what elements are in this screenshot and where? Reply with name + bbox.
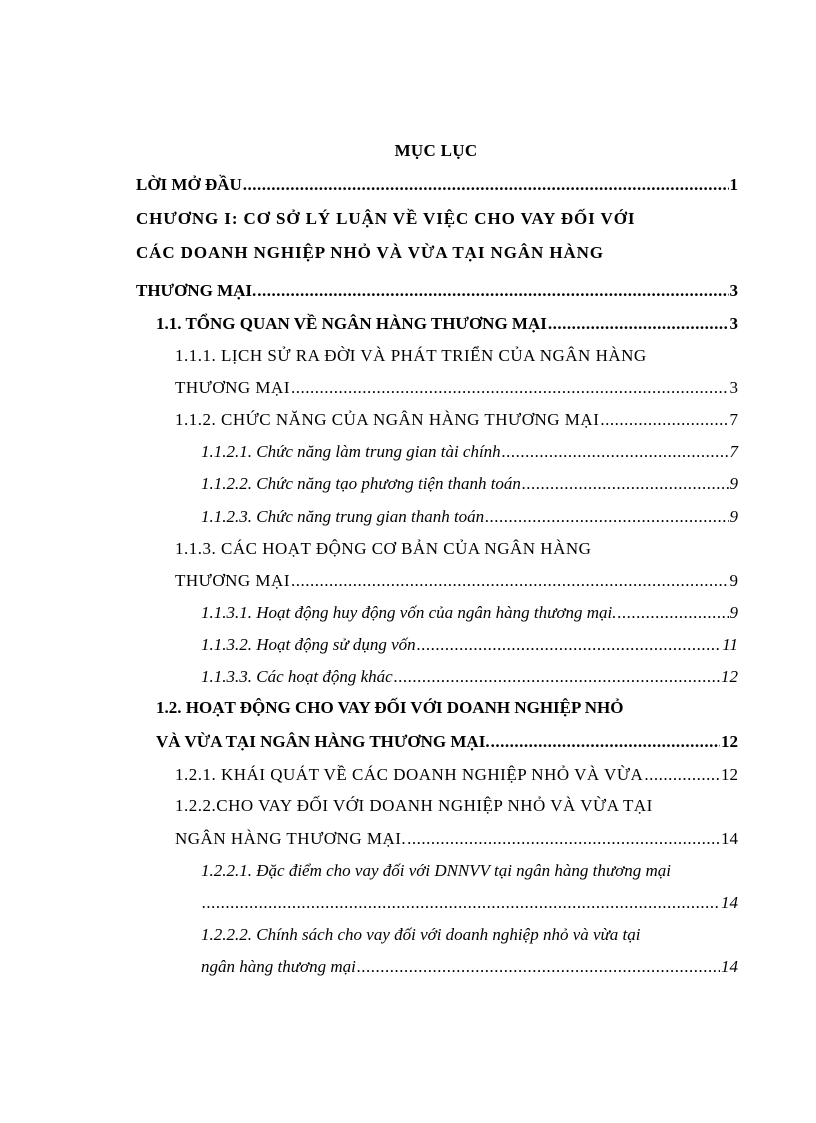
toc-page-number: 11 [722,635,738,654]
toc-entry-text: 1.1.2.1. Chức năng làm trung gian tài chính [201,442,501,461]
toc-leader [291,571,729,591]
toc-entry[interactable] [201,442,738,462]
toc-entry[interactable] [201,893,738,913]
toc-entry[interactable] [175,765,738,785]
toc-entry-text: NGÂN HÀNG THƯƠNG MẠI. [175,829,407,848]
toc-entry-text: LỜI MỞ ĐẦU [136,175,242,194]
toc-page-number: 7 [729,442,738,461]
toc-entry-text: THƯƠNG MẠI [175,571,290,590]
toc-leader [491,732,720,752]
toc-entry[interactable] [136,281,738,301]
toc-entry[interactable] [156,732,738,752]
toc-entry-line[interactable]: 1.2.2.CHO VAY ĐỐI VỚI DOANH NGHIỆP NHỎ VÀ VỪA TẠI [175,796,653,815]
toc-entry[interactable] [201,957,738,977]
toc-page-number: 3 [729,281,738,300]
toc-entry[interactable] [201,667,738,687]
toc-leader [417,635,722,655]
toc-leader [522,474,729,494]
toc-entry-text: 1.1.2.2. Chức năng tạo phương tiện thanh toán [201,474,521,493]
toc-entry[interactable] [175,571,738,591]
toc-entry-text: 1.1.2.3. Chức năng trung gian thanh toán [201,507,485,526]
toc-entry-text: 1.2.1. KHÁI QUÁT VỀ CÁC DOANH NGHIỆP NHỎ VÀ VỪA [175,765,644,784]
toc-page-number: 12 [721,765,738,784]
toc-entry[interactable] [201,507,738,527]
toc-page-number: 14 [721,829,738,848]
toc-entry[interactable] [201,635,738,655]
toc-leader [407,829,720,849]
toc-entry-line[interactable]: 1.1.3. CÁC HOẠT ĐỘNG CƠ BẢN CỦA NGÂN HÀNG [175,539,592,558]
toc-leader [394,667,720,687]
toc-entry-line[interactable]: 1.1.1. LỊCH SỬ RA ĐỜI VÀ PHÁT TRIỂN CỦA NGÂN HÀNG [175,346,647,365]
toc-entry-text: 1.1.3.1. Hoạt động huy động vốn của ngân hàng thương mại. [201,603,617,622]
toc-leader [291,378,729,398]
toc-page-number: 1 [729,175,738,194]
toc-leader [485,507,728,527]
toc-leader [257,281,728,301]
toc-leader [202,893,720,913]
toc-entry-line[interactable]: CHƯƠNG I: CƠ SỞ LÝ LUẬN VỀ VIỆC CHO VAY ĐỐI VỚI [136,209,636,228]
toc-page-number: 14 [721,957,738,976]
toc-entry[interactable] [175,378,738,398]
toc-entry[interactable] [175,829,738,849]
toc-entry[interactable] [201,474,738,494]
toc-leader [617,603,728,623]
toc-page-number: 12 [721,667,738,686]
toc-entry-line[interactable]: 1.2.2.1. Đặc điểm cho vay đối với DNNVV tại ngân hàng thương mại [201,861,671,880]
toc-leader [548,314,729,334]
toc-entry-text: THƯƠNG MẠI. [136,281,257,300]
toc-entry-line[interactable]: CÁC DOANH NGHIỆP NHỎ VÀ VỪA TẠI NGÂN HÀNG [136,243,604,262]
toc-leader [502,442,729,462]
toc-entry-text: 1.1.2. CHỨC NĂNG CỦA NGÂN HÀNG THƯƠNG MẠI [175,410,600,429]
toc-entry-line[interactable]: 1.2.2.2. Chính sách cho vay đối với doanh nghiệp nhỏ và vừa tại [201,925,641,944]
toc-entry-line[interactable]: 1.2. HOẠT ĐỘNG CHO VAY ĐỐI VỚI DOANH NGHIỆP NHỎ [156,698,624,717]
toc-leader [644,765,720,785]
toc-leader [600,410,728,430]
toc-entry[interactable] [156,314,738,334]
toc-leader [357,957,720,977]
toc-entry-text: ngân hàng thương mại [201,957,356,976]
toc-entry[interactable] [136,175,738,195]
toc-entry-text: 1.1.3.3. Các hoạt động khác [201,667,393,686]
toc-entry-text: 1.1.3.2. Hoạt động sử dụng vốn [201,635,416,654]
toc-page-number: 9 [729,507,738,526]
toc-entry[interactable] [175,410,738,430]
toc-page-number: 9 [729,603,738,622]
toc-page-number: 9 [729,474,738,493]
toc-page-number: 12 [721,732,738,751]
toc-entry-text: THƯƠNG MẠI [175,378,290,397]
toc-page-number: 3 [729,314,738,333]
toc-entry[interactable] [201,603,738,623]
toc-entry-text: VÀ VỪA TẠI NGÂN HÀNG THƯƠNG MẠI. [156,732,490,751]
toc-leader [243,175,729,195]
toc-entry-text: 1.1. TỔNG QUAN VỀ NGÂN HÀNG THƯƠNG MẠI [156,314,547,333]
toc-page-number: 3 [729,378,738,397]
page-title: MỤC LỤC [394,141,478,160]
toc-page-number: 9 [729,571,738,590]
toc-page-number: 7 [729,410,738,429]
toc-page-number: 14 [721,893,738,912]
